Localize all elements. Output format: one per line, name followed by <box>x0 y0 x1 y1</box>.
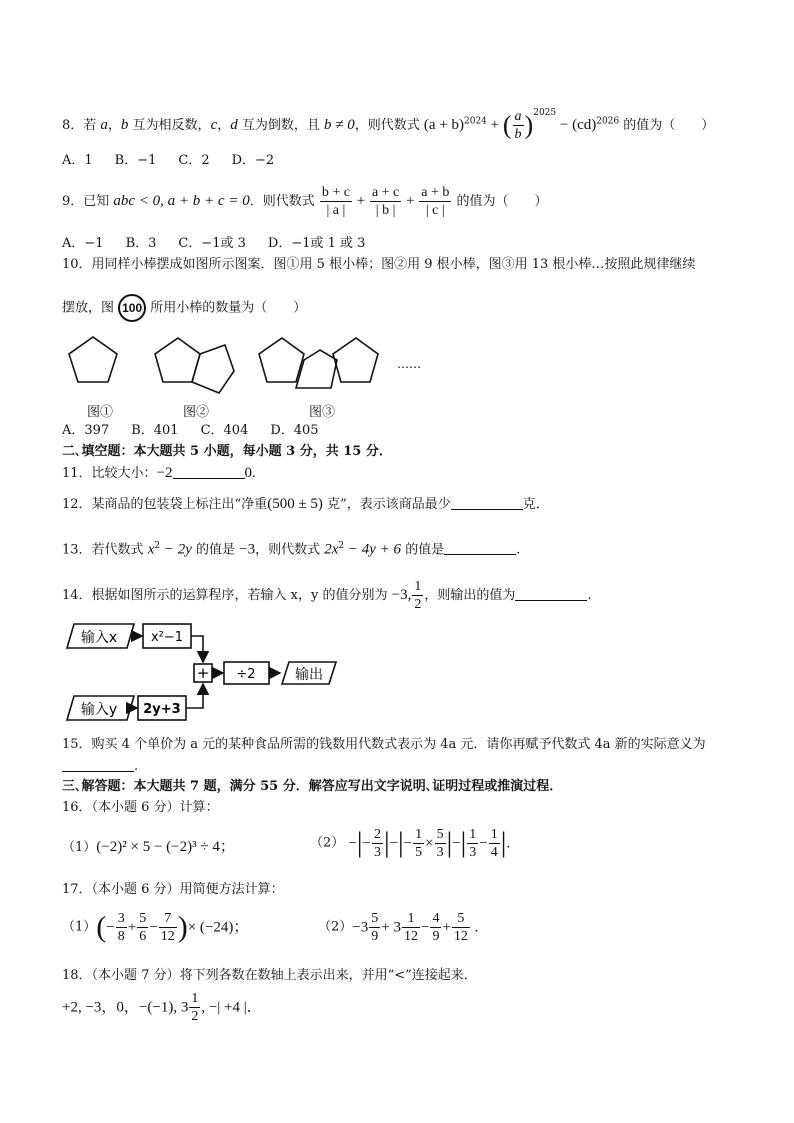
section-2-heading: 二､填空题：本大题共 5 小题，每小题 3 分，共 15 分． <box>62 444 392 459</box>
plus-box <box>194 664 212 682</box>
question-10-options <box>62 422 341 440</box>
option-d[interactable]: D．−1或 1 或 3 <box>267 236 366 251</box>
fig-label-3: 图③ <box>309 405 336 420</box>
fraction-1: $\frac{b + c}{| a |}$ <box>321 185 350 218</box>
svg-text:输入x: 输入x <box>80 630 118 646</box>
question-10-line1: 10．用同样小棒摆成如图所示图案．图①用 5 根小棒；图②用 9 根小棒，图③用 13 根小棒…按照此规律继续 <box>62 257 696 272</box>
option-b[interactable]: B．−1 <box>114 153 157 168</box>
svg-text:2y+3: 2y+3 <box>143 702 181 717</box>
svg-text:÷2: ÷2 <box>236 667 256 682</box>
question-17-part2: （2）−3 $\frac{5}{9}$ + 3 $\frac{1}{12}$ − $\frac{4}{9}$ + $\frac{5}{12}$ . <box>318 911 479 944</box>
svg-text:+: + <box>196 664 210 682</box>
pentagon-figures <box>62 330 462 400</box>
fraction-a-over-b: $\frac{a}{b}$ <box>514 109 522 142</box>
question-15-line2: . <box>62 757 138 776</box>
question-16-part2: （2） −|− $\frac{2}{3}$ |−|− $\frac{1}{5}$ × $\frac{5}{3}$ |−| $\frac{1}{3}$ − $\frac{1}{4}$ |. <box>310 827 511 860</box>
question-17-title: 17．（本小题 6 分）用简便方法计算： <box>62 882 284 897</box>
var-c: c <box>210 117 218 133</box>
question-9: 9．已知 abc < 0, a + b + c = 0．则代数式 $\frac{b + c}{| a |}$ + $\frac{a + c}{| b |}$ + $\frac{a + b}{| c |}$ 的值为（ ） <box>62 185 548 218</box>
option-a[interactable]: A．−1 <box>62 236 104 251</box>
question-14: 14．根据如图所示的运算程序，若输入 x，y 的值分别为 −3, $\frac{1}{2}$ ，则输出的值为 . <box>62 579 592 612</box>
option-c[interactable]: C．404 <box>200 423 249 438</box>
question-16-part1: （1）(−2)² × 5 − (−2)³ ÷ 4； <box>62 839 235 855</box>
pentagon-fig3 <box>259 338 378 388</box>
fig-label-1: 图① <box>87 405 114 420</box>
option-d[interactable]: D．−2 <box>231 153 275 168</box>
svg-text:输入y: 输入y <box>80 702 118 718</box>
output-box <box>282 662 336 684</box>
question-8-options <box>62 152 296 170</box>
answer-blank[interactable] <box>444 540 516 555</box>
fig-label-2: 图② <box>183 405 210 420</box>
condition: b ≠ 0 <box>324 117 355 133</box>
svg-text:x²−1: x²−1 <box>150 630 184 645</box>
answer-blank[interactable] <box>62 757 134 772</box>
div-box <box>224 662 269 684</box>
input-y-box <box>67 696 134 720</box>
op-y-box <box>138 696 186 720</box>
question-16-title: 16．（本小题 6 分）计算： <box>62 800 219 815</box>
option-a[interactable]: A．1 <box>62 153 93 168</box>
question-17-part1: （1）(− $\frac{3}{8}$ + $\frac{5}{6}$ − $\frac{7}{12}$ )× (−24)； <box>62 910 249 944</box>
var-a: a <box>100 117 108 133</box>
input-x-box <box>67 624 134 648</box>
option-b[interactable]: B．3 <box>125 236 157 251</box>
pentagon-fig1 <box>69 337 117 382</box>
fraction-3: $\frac{a + b}{| c |}$ <box>421 185 450 218</box>
question-13: 13．若代数式 $x^2 - 2y$ 的值是 −3，则代数式 $2x^2 - 4y + 6$ 的值是 . <box>62 541 521 558</box>
flowchart <box>64 620 364 728</box>
question-10-line2: 摆放，图 100 所用小棒的数量为（ ） <box>62 294 306 322</box>
answer-blank[interactable] <box>451 495 523 510</box>
svg-text:输出: 输出 <box>295 667 323 683</box>
var-b: b <box>120 117 129 133</box>
question-18-title: 18．（本小题 7 分）将下列各数在数轴上表示出来，并用“<”连接起来． <box>62 968 477 983</box>
answer-blank[interactable] <box>515 586 587 601</box>
option-c[interactable]: C．2 <box>178 153 210 168</box>
fraction-2: $\frac{a + c}{| b |}$ <box>371 185 400 218</box>
ellipsis: …… <box>397 357 421 371</box>
question-11: 11．比较大小：−2 0. <box>62 465 256 481</box>
pentagon-fig2 <box>155 338 234 393</box>
question-8: 8．若 a，b 互为相反数，c，d 互为倒数，且 b ≠ 0，则代数式 $(a + b)^{2024}$ + ( $\frac{a}{b}$ )$^{2025}$ − (cd)$^{2026}$ 的值为（ ） <box>62 108 715 142</box>
option-b[interactable]: B．401 <box>131 423 179 438</box>
question-9-options <box>62 235 387 253</box>
question-18-numbers: +2, −3，0，−(−1), 3 $\frac{1}{2}$ , −| +4 |． <box>62 991 262 1024</box>
section-3-heading: 三､解答题：本大题共 7 题，满分 55 分．解答应写出文字说明､证明过程或推演过程． <box>62 779 563 794</box>
question-12: 12．某商品的包装袋上标注出“净重(500 ± 5) 克”，表示该商品最少 克． <box>62 496 549 512</box>
circled-number: 100 <box>118 294 146 322</box>
answer-blank[interactable] <box>173 464 245 479</box>
option-c[interactable]: C．−1或 3 <box>178 236 246 251</box>
question-15-line1: 15．购买 4 个单价为 a 元的某种食品所需的钱数用代数式表示为 4a 元．请你再赋予代数式 4a 新的实际意义为 <box>62 737 706 752</box>
option-a[interactable]: A．397 <box>62 423 110 438</box>
var-d: d <box>230 117 238 133</box>
op-x-box <box>143 624 191 648</box>
option-d[interactable]: D．405 <box>270 423 319 438</box>
